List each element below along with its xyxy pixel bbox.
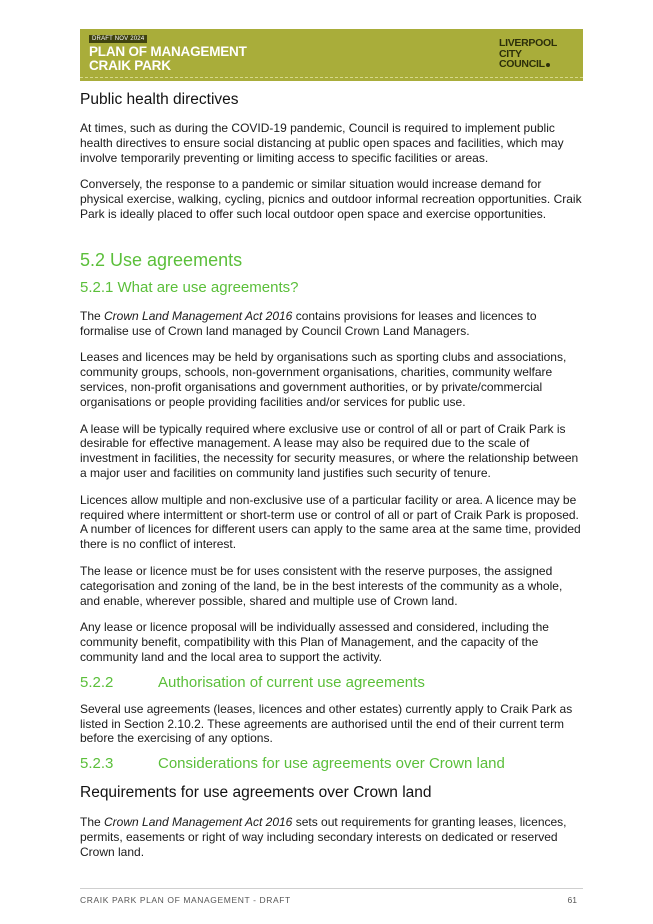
council-logo — [499, 38, 571, 70]
paragraph: The Crown Land Management Act 2016 contains provisions for leases and licences to formalise use of Crown land managed by Council Crown Land Managers. — [80, 308, 537, 338]
header-banner — [80, 29, 583, 81]
paragraph: At times, such as during the COVID-19 pandemic, Council is required to implement public health directives to ensure social distancing at public open spaces and facilities, which may involve temporarily preventing or limiting access to specific facilities or areas. — [80, 121, 564, 165]
heading-5-2-3: 5.2.3 Considerations for use agreements over Crown land — [80, 755, 505, 773]
draft-tag: DRAFT NOV 2024 — [89, 35, 147, 43]
footer-title: CRAIK PARK PLAN OF MANAGEMENT - DRAFT — [80, 895, 291, 905]
park-title: CRAIK PARK — [89, 58, 171, 73]
paragraph: The Crown Land Management Act 2016 sets out requirements for granting leases, licences, permits, easements or right of way including secondary interests on dedicated or reserved Crown land. — [80, 815, 567, 859]
heading-requirements: Requirements for use agreements over Crown land — [80, 784, 432, 802]
logo-line-1: LIVERPOOL — [499, 37, 557, 49]
document-title: PLAN OF MANAGEMENT — [89, 44, 247, 59]
heading-5-2-1: 5.2.1 What are use agreements? — [80, 278, 299, 296]
heading-5-2: 5.2 Use agreements — [80, 249, 243, 270]
paragraph: A lease will be typically required where exclusive use or control of all or part of Craik Park is desirable for effective management. A lease may also be required due to the scale of investment in facilities, the necessity for security measures, or where the relationship between a major user and facilities on community land justifies such security of tenure. — [80, 421, 579, 480]
paragraph: Several use agreements (leases, licences and other estates) currently apply to Craik Park as listed in Section 2.10.2. These agreements are authorised until the end of their current term before the exercising of any options. — [80, 701, 573, 746]
heading-public-health: Public health directives — [80, 91, 239, 108]
paragraph: Leases and licences may be held by organisations such as sporting clubs and associations, community groups, schools, non-government organisations, charities, community welfare services, non-profit organisations and government authorities, or by private/commercial organisations or people providing facilities and/or services for public use. — [80, 350, 567, 409]
page-content — [80, 90, 583, 860]
logo-line-3: COUNCIL — [499, 59, 571, 70]
footer-divider — [80, 888, 583, 889]
heading-5-2-2: 5.2.2 Authorisation of current use agreements — [80, 673, 425, 691]
paragraph: Conversely, the response to a pandemic or similar situation would increase demand for physical exercise, walking, cycling, picnics and outdoor informal recreation opportunities. Craik Park is ideally placed to offer such local outdoor open space and exercise opportunities. — [80, 177, 582, 221]
logo-dot-icon — [546, 63, 550, 67]
paragraph: Licences allow multiple and non-exclusive use of a particular facility or area. A licence may be required where intermittent or short-term use or control of all or part of Craik Park is proposed. A number of licences for different users can apply to the same area at the same time, provided there is no conflict of interest. — [80, 492, 581, 552]
paragraph: The lease or licence must be for uses consistent with the reserve purposes, the assigned categorisation and zoning of the land, be in the best interests of the community as a whole, and enable, wherever possible, shared and multiple use of Crown land. — [80, 563, 563, 608]
paragraph: Any lease or licence proposal will be individually assessed and considered, including the community benefit, compatibility with this Plan of Management, and the capacity of the community land and the local area to support the activity. — [80, 620, 549, 664]
logo-line-2: CITY — [499, 47, 522, 60]
page-number: 61 — [567, 895, 577, 905]
banner-divider — [80, 77, 583, 78]
